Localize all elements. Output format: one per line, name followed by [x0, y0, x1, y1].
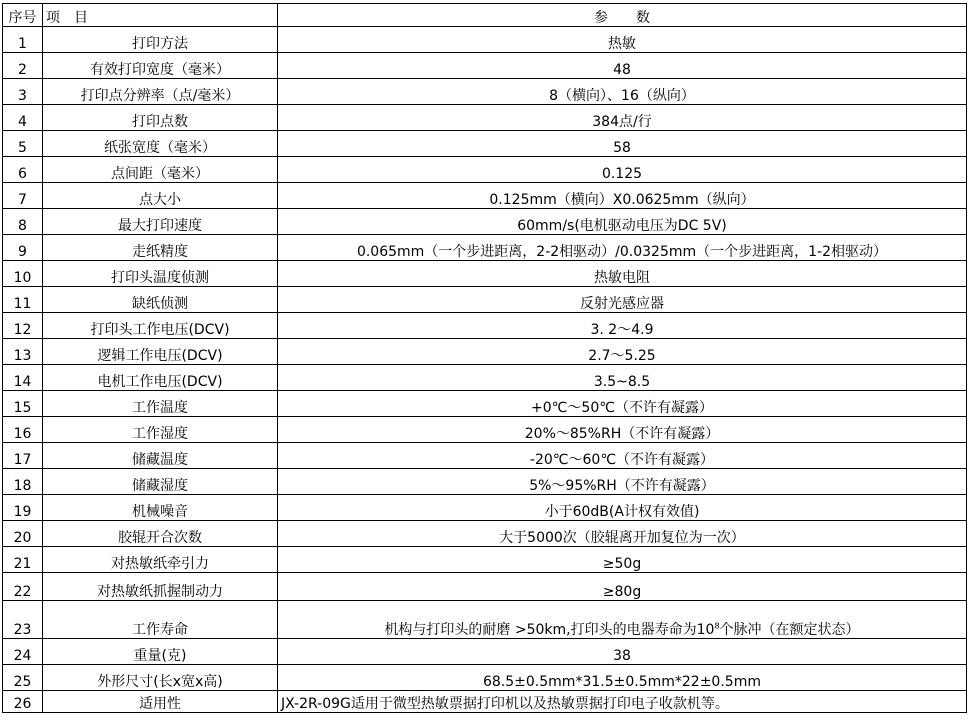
row-no: 13 [3, 339, 43, 365]
row-value: ≥50g [278, 547, 967, 573]
table-row [3, 573, 967, 601]
header-value: 参 数 [278, 4, 967, 27]
row-value: 大于5000次（胶辊离开加复位为一次） [278, 521, 967, 547]
row-item: 储藏温度 [43, 443, 278, 469]
row-no: 19 [3, 495, 43, 521]
row-value: 5%～95%RH（不许有凝露） [278, 469, 967, 495]
row-item: 缺纸侦测 [43, 287, 278, 313]
row-value [278, 601, 967, 639]
row-item: 打印点分辨率（点/毫米） [43, 79, 278, 105]
spec-table [2, 3, 967, 713]
row-no: 1 [3, 27, 43, 53]
row-value: 热敏电阻 [278, 261, 967, 287]
row-item: 机械噪音 [43, 495, 278, 521]
row-value: 反射光感应器 [278, 287, 967, 313]
table-row [3, 79, 967, 105]
row-item: 对热敏纸抓握制动力 [43, 573, 278, 601]
row-value: 3.5~8.5 [278, 365, 967, 391]
row-no: 11 [3, 287, 43, 313]
row-item: 打印点数 [43, 105, 278, 131]
row-value: 热敏 [278, 27, 967, 53]
row-no: 5 [3, 131, 43, 157]
row-item: 储藏湿度 [43, 469, 278, 495]
row-value-post: 个脉冲（在额定状态） [719, 621, 860, 638]
row-item: 对热敏纸牵引力 [43, 547, 278, 573]
table-row [3, 639, 967, 665]
row-item: 胶辊开合次数 [43, 521, 278, 547]
row-item: 打印方法 [43, 27, 278, 53]
row-item: 工作湿度 [43, 417, 278, 443]
table-row [3, 235, 967, 261]
row-value: JX-2R-09G适用于微型热敏票据打印机以及热敏票据打印电子收款机等。 [278, 691, 967, 713]
row-value: 384点/行 [278, 105, 967, 131]
row-item: 逻辑工作电压(DCV) [43, 339, 278, 365]
table-row [3, 365, 967, 391]
row-value: ≥80g [278, 573, 967, 601]
row-item: 工作寿命 [43, 601, 278, 639]
row-no: 24 [3, 639, 43, 665]
row-item: 有效打印宽度（毫米） [43, 53, 278, 79]
table-row [3, 313, 967, 339]
row-no: 15 [3, 391, 43, 417]
table-row [3, 547, 967, 573]
row-no: 23 [3, 601, 43, 639]
row-item: 工作温度 [43, 391, 278, 417]
row-value: 48 [278, 53, 967, 79]
table-row [3, 53, 967, 79]
row-no: 25 [3, 665, 43, 691]
table-row [3, 469, 967, 495]
row-item: 适用性 [43, 691, 278, 713]
table-row [3, 521, 967, 547]
row-value: 8（横向）、16（纵向） [278, 79, 967, 105]
row-no: 21 [3, 547, 43, 573]
table-row [3, 287, 967, 313]
row-value: 58 [278, 131, 967, 157]
table-row [3, 27, 967, 53]
row-no: 18 [3, 469, 43, 495]
table-row [3, 691, 967, 713]
row-no: 2 [3, 53, 43, 79]
row-no: 3 [3, 79, 43, 105]
row-no: 16 [3, 417, 43, 443]
row-value: 0.125 [278, 157, 967, 183]
row-no: 26 [3, 691, 43, 713]
row-item: 纸张宽度（毫米） [43, 131, 278, 157]
table-row [3, 131, 967, 157]
row-value: 小于60dB(A计权有效值) [278, 495, 967, 521]
row-item: 外形尺寸(长x宽x高) [43, 665, 278, 691]
row-no: 9 [3, 235, 43, 261]
header-item: 项 目 [43, 4, 278, 27]
table-row [3, 261, 967, 287]
row-value: 68.5±0.5mm*31.5±0.5mm*22±0.5mm [278, 665, 967, 691]
row-no: 20 [3, 521, 43, 547]
row-item: 走纸精度 [43, 235, 278, 261]
row-value: 3. 2～4.9 [278, 313, 967, 339]
row-value: 20%～85%RH（不许有凝露） [278, 417, 967, 443]
row-item: 点间距（毫米） [43, 157, 278, 183]
row-item: 打印头工作电压(DCV) [43, 313, 278, 339]
row-value: +0℃～50℃（不许有凝露） [278, 391, 967, 417]
row-value: 38 [278, 639, 967, 665]
row-item: 点大小 [43, 183, 278, 209]
table-row [3, 183, 967, 209]
row-no: 8 [3, 209, 43, 235]
row-no: 4 [3, 105, 43, 131]
row-no: 17 [3, 443, 43, 469]
row-no: 14 [3, 365, 43, 391]
table-row [3, 391, 967, 417]
table-header-row [3, 4, 967, 27]
row-value: -20℃～60℃（不许有凝露） [278, 443, 967, 469]
row-item: 重量(克) [43, 639, 278, 665]
row-value: 0.065mm（一个步进距离，2-2相驱动）/0.0325mm（一个步进距离，1-2相驱动） [278, 235, 967, 261]
table-row [3, 417, 967, 443]
row-no: 22 [3, 573, 43, 601]
row-item: 电机工作电压(DCV) [43, 365, 278, 391]
table-row [3, 209, 967, 235]
row-no: 10 [3, 261, 43, 287]
table-row [3, 601, 967, 639]
row-value: 0.125mm（横向）X0.0625mm（纵向） [278, 183, 967, 209]
table-row [3, 157, 967, 183]
row-no: 6 [3, 157, 43, 183]
table-row [3, 495, 967, 521]
table-row [3, 665, 967, 691]
row-value: 60mm/s(电机驱动电压为DC 5V) [278, 209, 967, 235]
row-item: 最大打印速度 [43, 209, 278, 235]
row-value-exponent: 8 [714, 620, 720, 630]
table-row [3, 443, 967, 469]
row-value: 2.7～5.25 [278, 339, 967, 365]
row-value-pre: 机构与打印头的耐磨 >50km,打印头的电器寿命为10 [384, 621, 715, 638]
table-row [3, 339, 967, 365]
row-item: 打印头温度侦测 [43, 261, 278, 287]
row-no: 7 [3, 183, 43, 209]
table-row [3, 105, 967, 131]
header-no: 序号 [3, 4, 43, 27]
row-no: 12 [3, 313, 43, 339]
